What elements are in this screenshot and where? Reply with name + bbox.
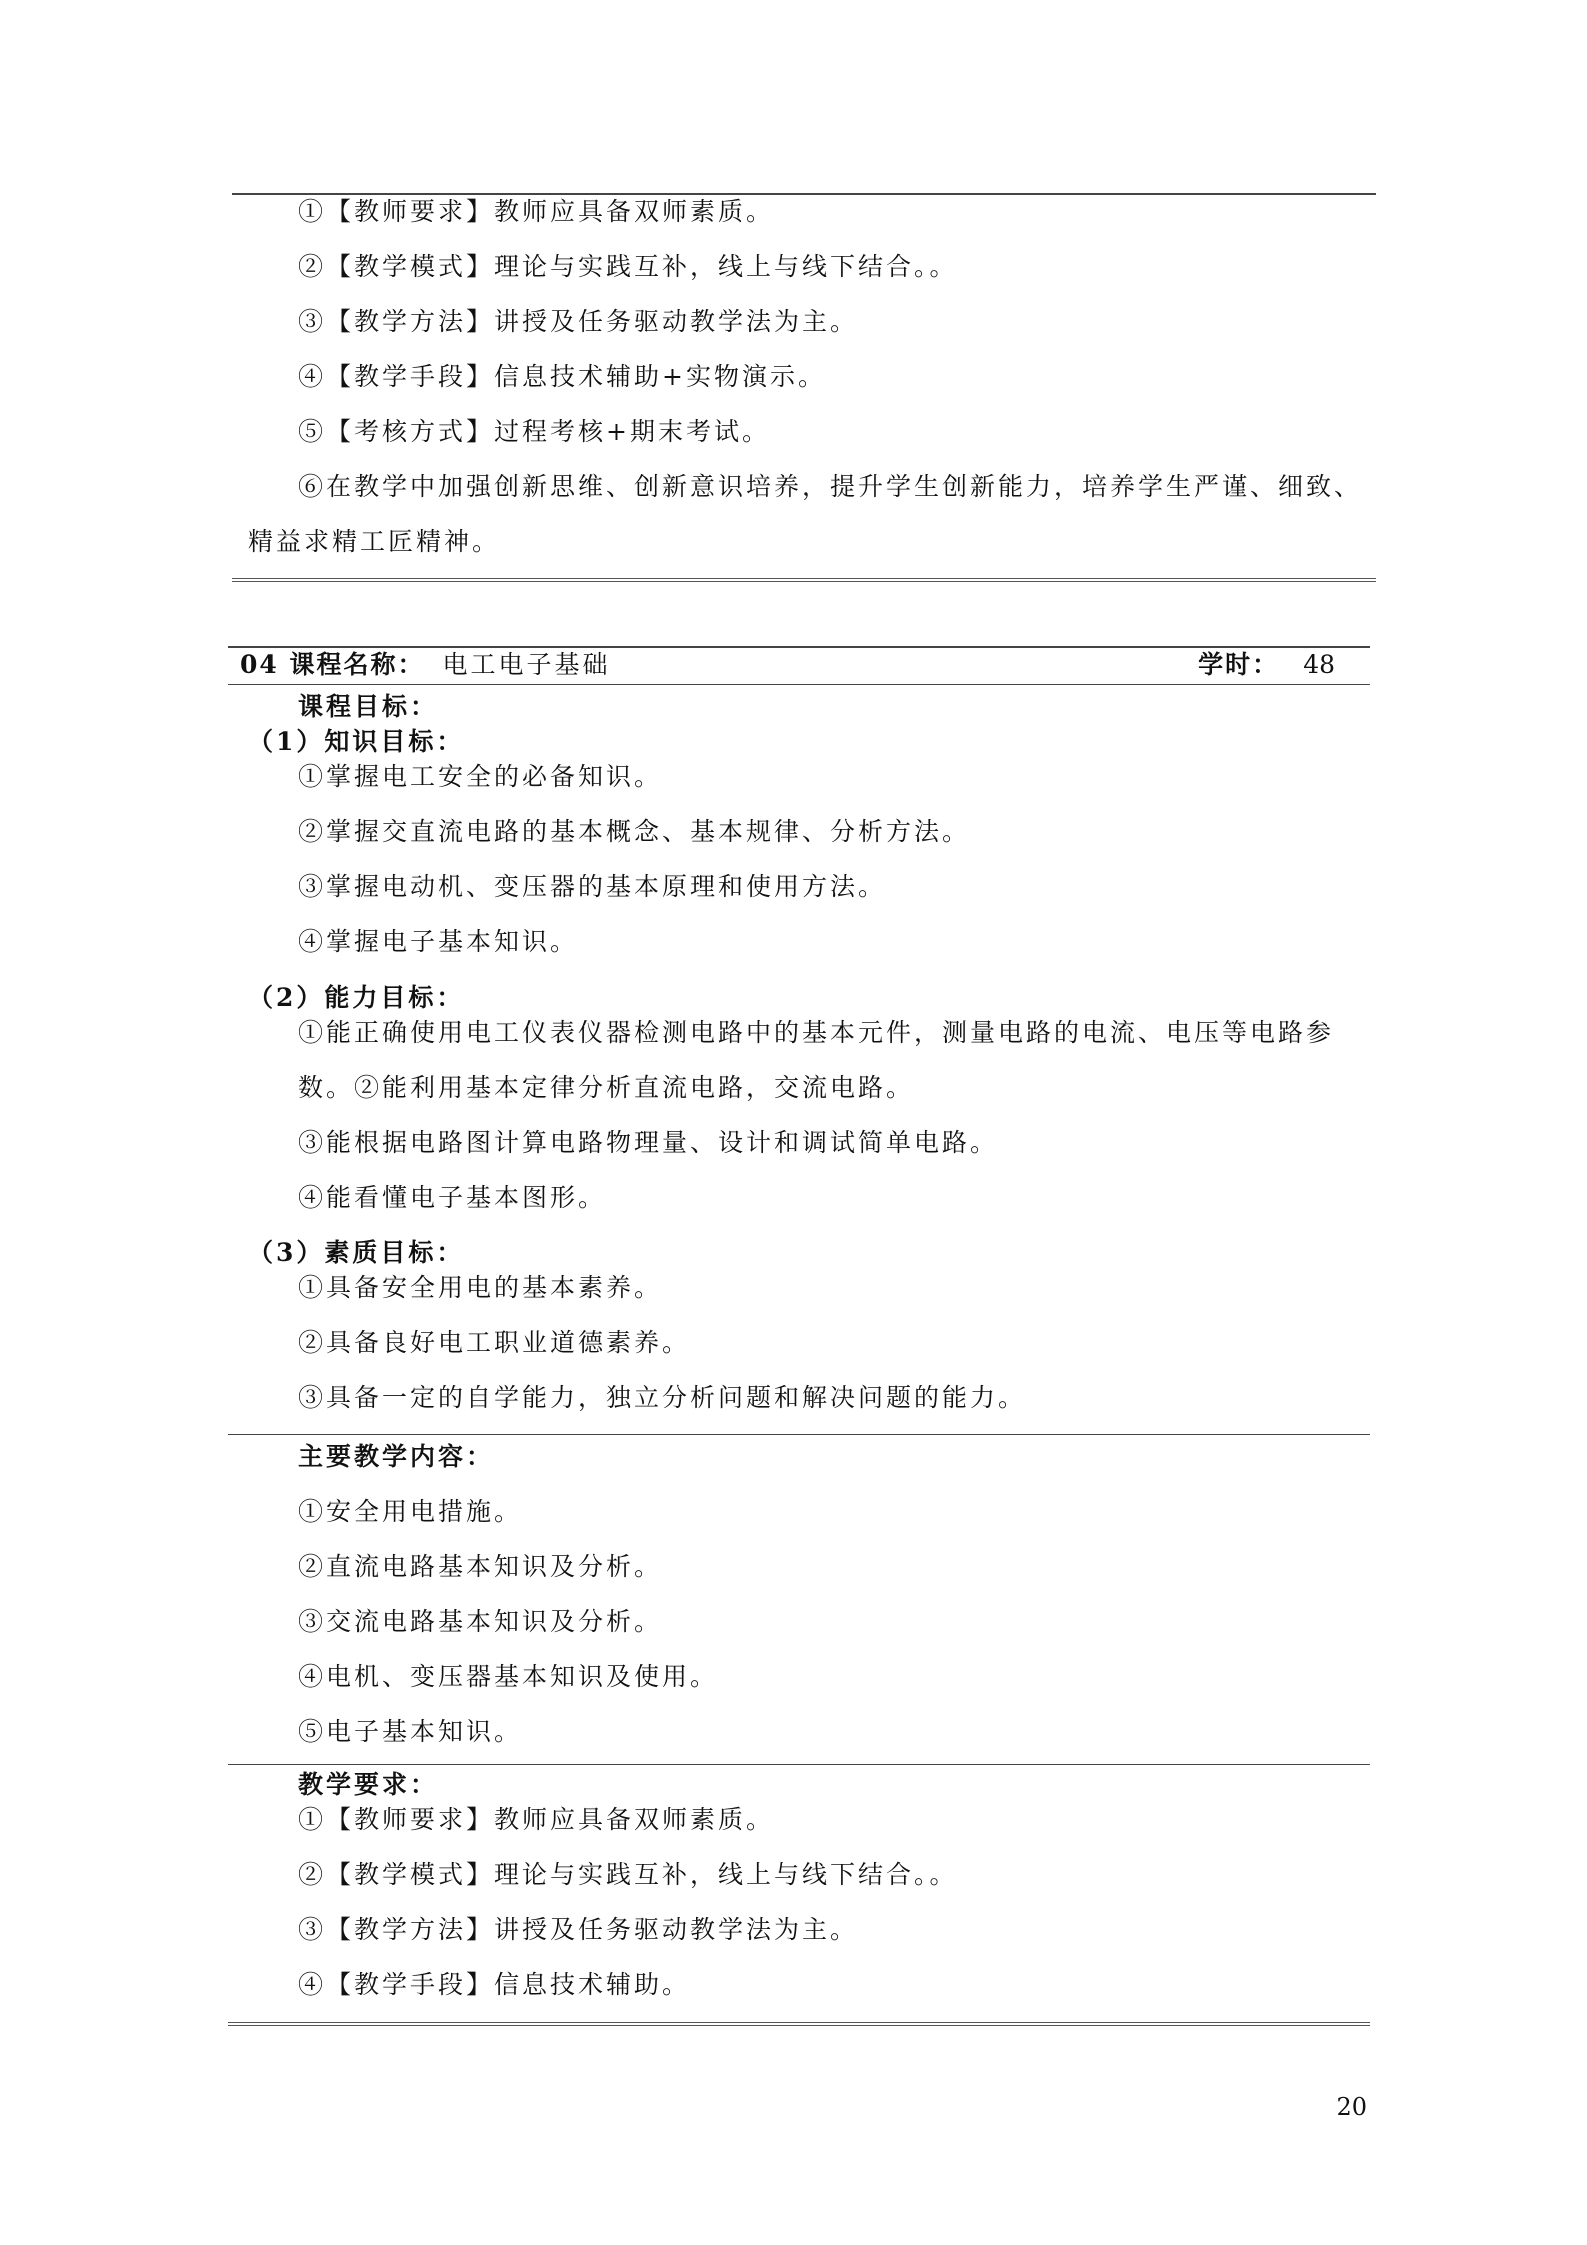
content-item-3: ③交流电路基本知识及分析。 xyxy=(298,1607,663,1636)
top-rule xyxy=(232,193,1376,195)
ability-item-4: ④能看懂电子基本图形。 xyxy=(298,1183,607,1212)
knowledge-item-3: ③掌握电动机、变压器的基本原理和使用方法。 xyxy=(298,872,887,901)
knowledge-item-4: ④掌握电子基本知识。 xyxy=(298,927,579,956)
course-hours-value: 48 xyxy=(1303,650,1335,679)
quality-item-1: ①具备安全用电的基本素养。 xyxy=(298,1273,663,1302)
page-number: 20 xyxy=(1336,2093,1367,2121)
content-item-2: ②直流电路基本知识及分析。 xyxy=(298,1552,663,1581)
ability-item-2: 数。②能利用基本定律分析直流电路，交流电路。 xyxy=(298,1073,915,1102)
top-section-bottom-rule xyxy=(232,578,1376,582)
top-line-7: 精益求精工匠精神。 xyxy=(248,527,501,556)
top-line-1: ①【教师要求】教师应具备双师素质。 xyxy=(298,197,775,226)
content-item-4: ④电机、变压器基本知识及使用。 xyxy=(298,1662,719,1691)
course-hours-label: 学时： xyxy=(1198,650,1280,679)
course-header-rule xyxy=(228,684,1370,685)
ability-item-1: ①能正确使用电工仪表仪器检测电路中的基本元件，测量电路的电流、电压等电路参 xyxy=(298,1018,1335,1047)
top-line-3: ③【教学方法】讲授及任务驱动教学法为主。 xyxy=(298,307,859,336)
course-hours xyxy=(1198,648,1335,682)
requirements-item-2: ②【教学模式】理论与实践互补，线上与线下结合。。 xyxy=(298,1860,958,1889)
course-name-label: 04 课程名称： xyxy=(240,650,425,679)
quality-item-3: ③具备一定的自学能力，独立分析问题和解决问题的能力。 xyxy=(298,1383,1027,1412)
objectives-bottom-rule xyxy=(228,1434,1370,1435)
course-bottom-rule xyxy=(228,2022,1370,2026)
content-item-5: ⑤电子基本知识。 xyxy=(298,1717,523,1746)
objectives-title: 课程目标： xyxy=(298,692,439,721)
course-header xyxy=(240,648,1370,682)
knowledge-item-2: ②掌握交直流电路的基本概念、基本规律、分析方法。 xyxy=(298,817,971,846)
quality-item-2: ②具备良好电工职业道德素养。 xyxy=(298,1328,691,1357)
requirements-item-1: ①【教师要求】教师应具备双师素质。 xyxy=(298,1805,775,1834)
knowledge-item-1: ①掌握电工安全的必备知识。 xyxy=(298,762,663,791)
quality-title: （3）素质目标： xyxy=(248,1238,465,1267)
course-name-value: 电工电子基础 xyxy=(442,650,611,679)
requirements-item-4: ④【教学手段】信息技术辅助。 xyxy=(298,1970,691,1999)
top-line-4: ④【教学手段】信息技术辅助+实物演示。 xyxy=(298,362,826,391)
top-line-5: ⑤【考核方式】过程考核+期末考试。 xyxy=(298,417,770,446)
requirements-item-3: ③【教学方法】讲授及任务驱动教学法为主。 xyxy=(298,1915,859,1944)
knowledge-title: （1）知识目标： xyxy=(248,727,465,756)
content-item-1: ①安全用电措施。 xyxy=(298,1497,523,1526)
ability-item-3: ③能根据电路图计算电路物理量、设计和调试简单电路。 xyxy=(298,1128,999,1157)
content-title: 主要教学内容： xyxy=(298,1442,495,1471)
ability-title: （2）能力目标： xyxy=(248,983,465,1012)
content-bottom-rule xyxy=(228,1764,1370,1765)
requirements-title: 教学要求： xyxy=(298,1770,439,1799)
top-line-2: ②【教学模式】理论与实践互补，线上与线下结合。。 xyxy=(298,252,958,281)
top-line-6: ⑥在教学中加强创新思维、创新意识培养，提升学生创新能力，培养学生严谨、细致、 xyxy=(298,472,1363,501)
